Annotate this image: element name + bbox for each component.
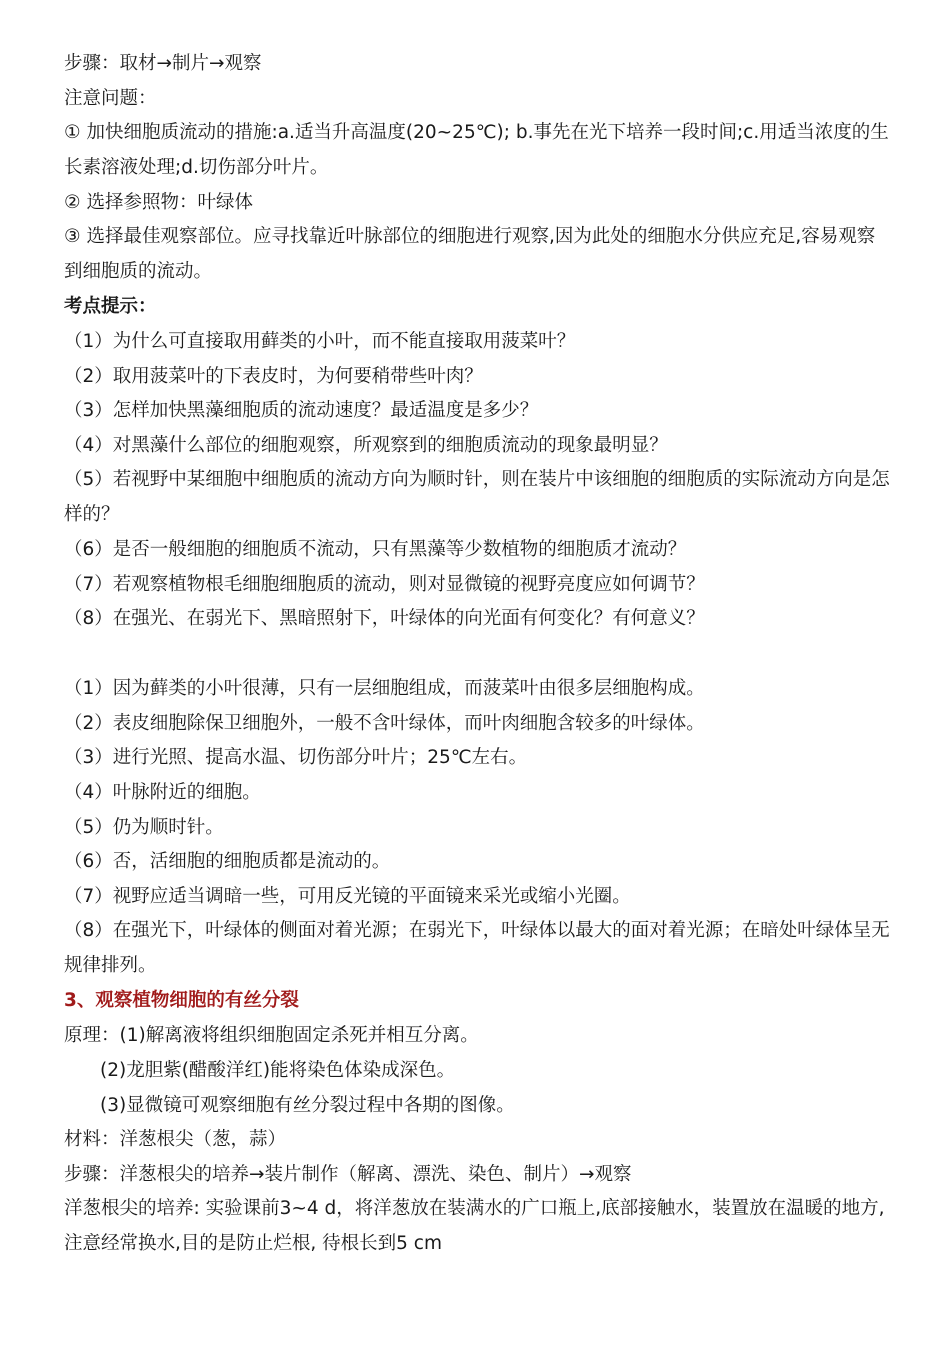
principle-2: (2)龙胆紫(醋酸洋红)能将染色体染成深色。 <box>100 1060 456 1081</box>
answer-7: （7）视野应适当调暗一些，可用反光镜的平面镜来采光或缩小光圈。 <box>64 886 631 907</box>
materials-line: 材料：洋葱根尖（葱，蒜） <box>64 1129 287 1150</box>
steps-line: 步骤：取材→制片→观察 <box>64 53 262 74</box>
question-5: （5）若视野中某细胞中细胞质的流动方向为顺时针，则在装片中该细胞的细胞质的实际流动方向是怎样的？ <box>64 469 890 525</box>
note-3: ③ 选择最佳观察部位。应寻找靠近叶脉部位的细胞进行观察,因为此处的细胞水分供应充足,容易观察到细胞质的流动。 <box>64 226 876 282</box>
section-3-heading: 3、观察植物细胞的有丝分裂 <box>64 990 299 1011</box>
note-1: ① 加快细胞质流动的措施:a.适当升高温度(20~25℃); b.事先在光下培养一段时间;c.用适当浓度的生长素溶液处理;d.切伤部分叶片。 <box>64 122 889 178</box>
question-7: （7）若观察植物根毛细胞细胞质的流动，则对显微镜的视野亮度应如何调节？ <box>64 574 705 595</box>
answer-3: （3）进行光照、提高水温、切伤部分叶片；25℃左右。 <box>64 747 528 768</box>
procedure-line: 步骤：洋葱根尖的培养→装片制作（解离、漂洗、染色、制片）→观察 <box>64 1164 632 1185</box>
question-2: （2）取用菠菜叶的下表皮时，为何要稍带些叶肉？ <box>64 366 483 387</box>
question-3: （3）怎样加快黑藻细胞质的流动速度？最适温度是多少？ <box>64 400 539 421</box>
answer-8: （8）在强光下，叶绿体的侧面对着光源；在弱光下，叶绿体以最大的面对着光源；在暗处叶绿体呈无规律排列。 <box>64 920 890 976</box>
notes-title: 注意问题： <box>64 88 157 109</box>
answer-6: （6）否，活细胞的细胞质都是流动的。 <box>64 851 391 872</box>
note-2: ② 选择参照物：叶绿体 <box>64 192 253 213</box>
question-4: （4）对黑藻什么部位的细胞观察，所观察到的细胞质流动的现象最明显？ <box>64 435 668 456</box>
answer-4: （4）叶脉附近的细胞。 <box>64 782 261 803</box>
hints-title: 考点提示： <box>64 296 157 317</box>
culture-paragraph: 洋葱根尖的培养: 实验课前3~4 d，将洋葱放在装满水的广口瓶上,底部接触水，装置放在温暖的地方,注意经常换水,目的是防止烂根, 待根长到5 cm <box>64 1198 885 1254</box>
principle-1: 原理：(1)解离液将组织细胞固定杀死并相互分离。 <box>64 1025 479 1046</box>
answer-5: （5）仍为顺时针。 <box>64 817 224 838</box>
question-1: （1）为什么可直接取用藓类的小叶，而不能直接取用菠菜叶？ <box>64 331 576 352</box>
principle-3: (3)显微镜可观察细胞有丝分裂过程中各期的图像。 <box>100 1095 515 1116</box>
question-6: （6）是否一般细胞的细胞质不流动，只有黑藻等少数植物的细胞质才流动？ <box>64 539 687 560</box>
question-8: （8）在强光、在弱光下、黑暗照射下，叶绿体的向光面有何变化？有何意义？ <box>64 608 705 629</box>
answer-2: （2）表皮细胞除保卫细胞外，一般不含叶绿体，而叶肉细胞含较多的叶绿体。 <box>64 713 705 734</box>
answer-1: （1）因为藓类的小叶很薄，只有一层细胞组成，而菠菜叶由很多层细胞构成。 <box>64 678 705 699</box>
